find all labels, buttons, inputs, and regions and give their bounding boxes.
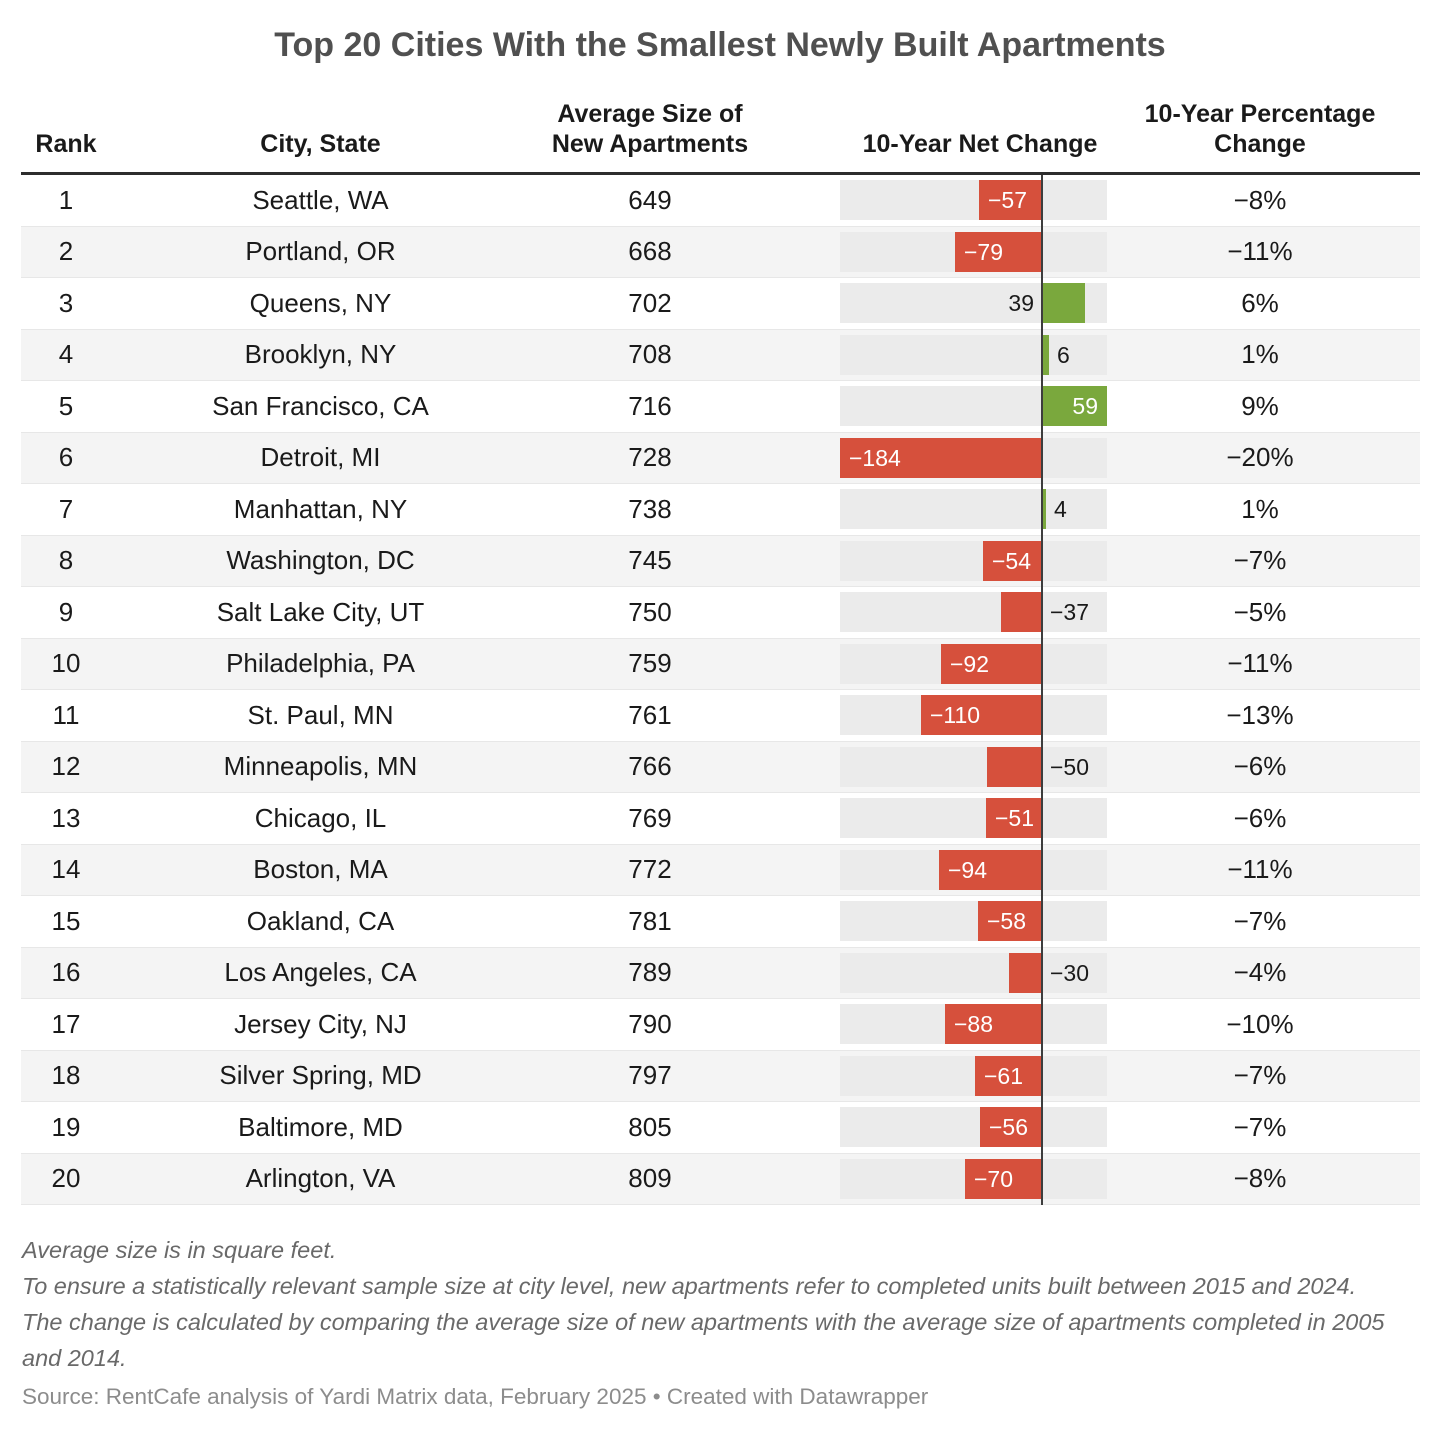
table-row — [21, 639, 1420, 691]
table-row — [21, 742, 1420, 794]
column-header-net-change: 10-Year Net Change — [862, 130, 1098, 158]
percentage-change-value: −7% — [1233, 1060, 1287, 1091]
percentage-change-value: 9% — [1241, 390, 1279, 421]
net-change-cell — [770, 1051, 1120, 1102]
column-header-rank: Rank — [35, 130, 97, 158]
bar-track — [840, 386, 1107, 426]
bar-track — [840, 1159, 1107, 1199]
rank-value: 13 — [51, 802, 81, 833]
bar-track — [840, 901, 1107, 941]
table-row — [21, 1154, 1420, 1206]
average-size-value: 805 — [628, 1111, 672, 1142]
rank-value: 15 — [51, 905, 81, 936]
net-change-value: −92 — [950, 650, 990, 677]
percentage-change-value: −11% — [1227, 854, 1293, 885]
bar-track — [840, 438, 1107, 478]
percentage-change-value: −7% — [1233, 1111, 1287, 1142]
rank-value: 20 — [51, 1163, 81, 1194]
net-change-cell — [770, 1154, 1120, 1205]
note-line: The change is calculated by comparing the average size of new apartments with the average size of apartments completed in 2005 and 2014. — [22, 1309, 1385, 1371]
net-change-cell — [770, 999, 1120, 1050]
percentage-change-value: −13% — [1226, 699, 1294, 730]
city-state-value: Baltimore, MD — [238, 1111, 403, 1142]
bar-track — [840, 850, 1107, 890]
chart-notes — [22, 1232, 1418, 1376]
average-size-value: 716 — [628, 390, 672, 421]
net-change-value: −51 — [995, 805, 1035, 832]
rank-value: 11 — [52, 699, 80, 730]
percentage-change-value: −5% — [1233, 596, 1287, 627]
average-size-value: 750 — [628, 596, 672, 627]
rank-value: 14 — [51, 854, 81, 885]
average-size-value: 772 — [628, 854, 672, 885]
rank-value: 6 — [58, 442, 74, 473]
net-change-cell — [770, 639, 1120, 690]
average-size-value: 649 — [628, 184, 672, 215]
table-row — [21, 999, 1420, 1051]
average-size-value: 789 — [628, 957, 672, 988]
net-change-cell — [770, 433, 1120, 484]
net-change-bar — [1042, 283, 1085, 323]
net-change-cell — [770, 175, 1120, 226]
percentage-change-value: 1% — [1241, 339, 1279, 370]
percentage-change-value: −10% — [1226, 1008, 1294, 1039]
net-change-value: −79 — [964, 238, 1004, 265]
net-change-bar — [1001, 592, 1042, 632]
city-state-value: Minneapolis, MN — [223, 751, 418, 782]
bar-track — [840, 747, 1107, 787]
city-state-value: Seattle, WA — [252, 184, 389, 215]
percentage-change-value: −11% — [1227, 648, 1293, 679]
net-change-value: 59 — [1072, 393, 1098, 420]
city-state-value: Queens, NY — [249, 287, 392, 318]
city-state-value: St. Paul, MN — [247, 699, 394, 730]
rank-value: 18 — [51, 1060, 81, 1091]
rank-value: 12 — [51, 751, 81, 782]
bar-track — [840, 644, 1107, 684]
net-change-cell — [770, 484, 1120, 535]
bar-track — [840, 283, 1107, 323]
bar-track — [840, 695, 1107, 735]
city-state-value: Silver Spring, MD — [219, 1060, 422, 1091]
percentage-change-value: −4% — [1233, 957, 1287, 988]
city-state-value: Arlington, VA — [245, 1163, 396, 1194]
net-change-value: −110 — [930, 702, 981, 729]
rank-value: 5 — [58, 390, 74, 421]
percentage-change-value: −20% — [1226, 442, 1294, 473]
percentage-change-value: 6% — [1241, 287, 1279, 318]
rank-value: 3 — [58, 287, 74, 318]
average-size-value: 702 — [628, 287, 672, 318]
net-change-value: −37 — [1050, 599, 1090, 626]
percentage-change-value: −6% — [1233, 751, 1287, 782]
bar-track — [840, 541, 1107, 581]
table-row — [21, 227, 1420, 279]
rank-value: 1 — [58, 184, 74, 215]
average-size-value: 790 — [628, 1008, 672, 1039]
percentage-change-value: −7% — [1233, 905, 1287, 936]
net-change-value: −58 — [987, 908, 1027, 935]
table-row — [21, 948, 1420, 1000]
bar-track — [840, 1107, 1107, 1147]
city-state-value: Salt Lake City, UT — [216, 596, 425, 627]
net-change-cell — [770, 278, 1120, 329]
table-row — [21, 896, 1420, 948]
average-size-value: 797 — [628, 1060, 672, 1091]
bar-track — [840, 953, 1107, 993]
table-row — [21, 381, 1420, 433]
net-change-cell — [770, 330, 1120, 381]
percentage-change-value: −8% — [1233, 1163, 1287, 1194]
percentage-change-value: −6% — [1233, 802, 1287, 833]
rank-value: 10 — [51, 648, 81, 679]
bar-track — [840, 335, 1107, 375]
net-change-value: −184 — [849, 444, 901, 471]
bar-track — [840, 1004, 1107, 1044]
average-size-value: 728 — [628, 442, 672, 473]
city-state-value: Washington, DC — [226, 545, 415, 576]
city-state-value: Jersey City, NJ — [234, 1008, 407, 1039]
table-header-row — [21, 99, 1420, 175]
city-state-value: Chicago, IL — [254, 802, 387, 833]
net-change-bar — [1042, 335, 1049, 375]
bar-track — [840, 1056, 1107, 1096]
table-row — [21, 278, 1420, 330]
column-header-percentage-change: 10-Year Percentage Change — [1144, 100, 1376, 158]
rank-value: 16 — [51, 957, 81, 988]
rank-value: 8 — [58, 545, 74, 576]
rank-value: 4 — [58, 339, 74, 370]
net-change-cell — [770, 227, 1120, 278]
average-size-value: 781 — [628, 905, 672, 936]
net-change-cell — [770, 587, 1120, 638]
bar-track — [840, 592, 1107, 632]
average-size-value: 738 — [628, 493, 672, 524]
city-state-value: Oakland, CA — [246, 905, 395, 936]
average-size-value: 761 — [628, 699, 672, 730]
table-row — [21, 587, 1420, 639]
rank-value: 9 — [58, 596, 74, 627]
city-state-value: Brooklyn, NY — [244, 339, 397, 370]
net-change-cell — [770, 1102, 1120, 1153]
rank-value: 17 — [51, 1008, 81, 1039]
bar-track — [840, 232, 1107, 272]
net-change-cell — [770, 948, 1120, 999]
table-row — [21, 1102, 1420, 1154]
percentage-change-value: −11% — [1227, 236, 1293, 267]
rank-value: 2 — [58, 236, 74, 267]
average-size-value: 766 — [628, 751, 672, 782]
table-row — [21, 330, 1420, 382]
table-row — [21, 845, 1420, 897]
net-change-bar — [1009, 953, 1042, 993]
table-row — [21, 433, 1420, 485]
net-change-cell — [770, 845, 1120, 896]
percentage-change-value: −7% — [1233, 545, 1287, 576]
column-header-city-state: City, State — [260, 130, 381, 158]
bar-track — [840, 798, 1107, 838]
table-row — [21, 484, 1420, 536]
net-change-value: −56 — [989, 1114, 1029, 1141]
table-body — [21, 175, 1420, 1205]
note-line: To ensure a statistically relevant sample size at city level, new apartments refer to completed units built between 2015 and 2024. — [22, 1273, 1357, 1299]
net-change-value: 4 — [1054, 496, 1067, 523]
net-change-cell — [770, 793, 1120, 844]
table-row — [21, 175, 1420, 227]
bar-track — [840, 489, 1107, 529]
net-change-cell — [770, 742, 1120, 793]
rank-value: 7 — [58, 493, 74, 524]
note-line: Average size is in square feet. — [22, 1237, 337, 1263]
percentage-change-value: −8% — [1233, 184, 1287, 215]
net-change-cell — [770, 690, 1120, 741]
net-change-value: 39 — [1008, 290, 1034, 317]
net-change-value: −88 — [954, 1011, 994, 1038]
city-state-value: Philadelphia, PA — [226, 648, 415, 679]
net-change-bar — [987, 747, 1042, 787]
net-change-cell — [770, 896, 1120, 947]
net-change-value: −57 — [988, 187, 1028, 214]
net-change-value: −54 — [992, 547, 1032, 574]
zero-baseline — [1041, 175, 1043, 1205]
table-row — [21, 536, 1420, 588]
net-change-value: −50 — [1050, 753, 1090, 780]
city-state-value: Portland, OR — [245, 236, 396, 267]
net-change-cell — [770, 381, 1120, 432]
average-size-value: 708 — [628, 339, 672, 370]
city-state-value: Los Angeles, CA — [224, 957, 417, 988]
table-row — [21, 690, 1420, 742]
net-change-value: −61 — [984, 1062, 1024, 1089]
average-size-value: 809 — [628, 1163, 672, 1194]
average-size-value: 668 — [628, 236, 672, 267]
source-attribution: Source: RentCafe analysis of Yardi Matrix data, February 2025 • Created with Datawrapper — [22, 1384, 929, 1409]
net-change-value: −30 — [1050, 959, 1090, 986]
city-state-value: San Francisco, CA — [212, 390, 429, 421]
net-change-value: −70 — [974, 1165, 1014, 1192]
column-header-average-size: Average Size of New Apartments — [551, 100, 749, 158]
net-change-cell — [770, 536, 1120, 587]
city-state-value: Manhattan, NY — [233, 493, 408, 524]
table-row — [21, 793, 1420, 845]
bar-track — [840, 180, 1107, 220]
average-size-value: 759 — [628, 648, 672, 679]
city-state-value: Detroit, MI — [260, 442, 381, 473]
percentage-change-value: 1% — [1241, 493, 1279, 524]
average-size-value: 769 — [628, 802, 672, 833]
rank-value: 19 — [51, 1111, 81, 1142]
average-size-value: 745 — [628, 545, 672, 576]
net-change-value: −94 — [948, 856, 988, 883]
net-change-value: 6 — [1057, 341, 1070, 368]
city-state-value: Boston, MA — [253, 854, 388, 885]
table-row — [21, 1051, 1420, 1103]
page-title: Top 20 Cities With the Smallest Newly Built Apartments — [274, 26, 1166, 64]
